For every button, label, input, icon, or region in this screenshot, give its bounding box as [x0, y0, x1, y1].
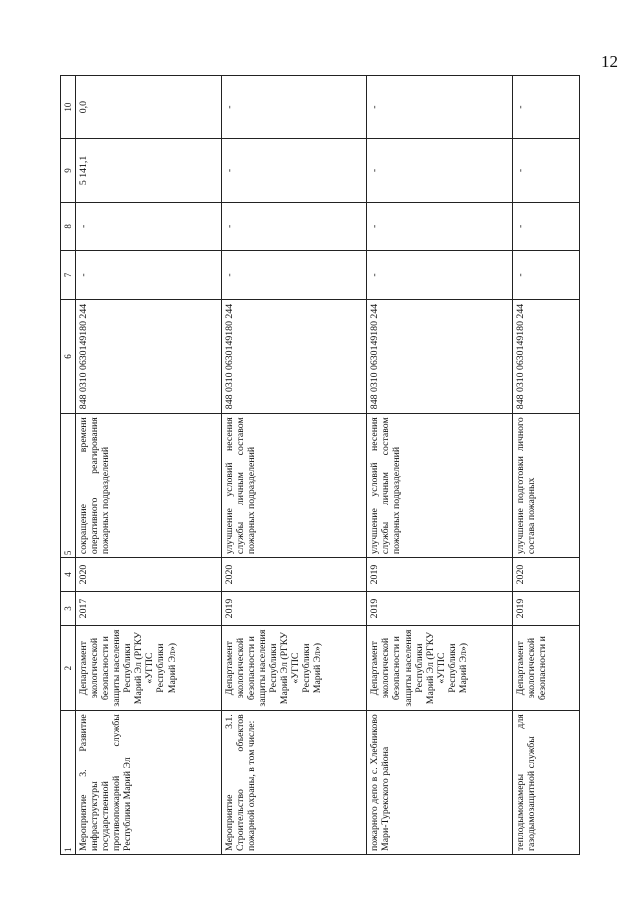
column-header: 10 — [61, 76, 76, 139]
table-row — [513, 76, 580, 855]
start-year: 2019 — [221, 592, 367, 626]
table-row — [367, 76, 513, 855]
column-header: 8 — [61, 202, 76, 251]
column-header: 1 — [61, 711, 76, 855]
value-cell: - — [221, 251, 367, 300]
column-header: 4 — [61, 558, 76, 592]
start-year: 2019 — [367, 592, 513, 626]
responsible-executor: Департамент экологической безопасности и защиты населения Республики Марий Эл (РГКУ «УГПС Республики Марий Эл») — [221, 626, 367, 711]
responsible-executor: Департамент экологической безопасности и защиты населения Республики Марий Эл (РГКУ «УГПС Республики Марий Эл») — [76, 626, 222, 711]
expected-result: улучшение подготовки личного состава пожарных — [513, 414, 580, 558]
start-year: 2019 — [513, 592, 580, 626]
value-cell: - — [367, 76, 513, 139]
activity-name: теплодымокамеры для газодымозащитной службы — [513, 711, 580, 855]
value-cell: - — [367, 139, 513, 202]
budget-code: 848 0310 0630149180 244 — [367, 299, 513, 414]
value-cell: - — [221, 76, 367, 139]
end-year: 2020 — [221, 558, 367, 592]
value-cell: - — [367, 251, 513, 300]
header-row — [61, 76, 76, 855]
value-cell: - — [76, 251, 222, 300]
page-number: 12 — [601, 52, 618, 71]
end-year: 2019 — [367, 558, 513, 592]
column-header: 7 — [61, 251, 76, 300]
value-cell: - — [513, 251, 580, 300]
column-header: 9 — [61, 139, 76, 202]
expected-result: улучшение условий несения службы личным составом пожарных подразделений — [367, 414, 513, 558]
rotated-table-container — [60, 75, 580, 855]
budget-code: 848 0310 0630149180 244 — [221, 299, 367, 414]
end-year: 2020 — [513, 558, 580, 592]
responsible-executor: Департамент экологической безопасности и — [513, 626, 580, 711]
expected-result: улучшение условий несения службы личным составом пожарных подразделений — [221, 414, 367, 558]
value-cell: - — [367, 202, 513, 251]
budget-code: 848 0310 0630149180 244 — [76, 299, 222, 414]
responsible-executor: Департамент экологической безопасности и защиты населения Республики Марий Эл (РГКУ «УГПС Республики Марий Эл») — [367, 626, 513, 711]
value-cell: 0,0 — [76, 76, 222, 139]
expected-result: сокращение времени оперативного реагирования пожарных подразделений — [76, 414, 222, 558]
value-cell: - — [513, 139, 580, 202]
column-header: 3 — [61, 592, 76, 626]
table-row — [221, 76, 367, 855]
activity-name: Мероприятие 3.1. Строительство объектов пожарной охраны, в том числе: — [221, 711, 367, 855]
column-header: 2 — [61, 626, 76, 711]
value-cell: - — [221, 202, 367, 251]
value-cell: - — [76, 202, 222, 251]
start-year: 2017 — [76, 592, 222, 626]
value-cell: - — [221, 139, 367, 202]
activity-name: пожарного депо в с. Хлебниково Мари-Турекского района — [367, 711, 513, 855]
budget-code: 848 0310 0630149180 244 — [513, 299, 580, 414]
table-row — [76, 76, 222, 855]
value-cell: - — [513, 202, 580, 251]
end-year: 2020 — [76, 558, 222, 592]
program-table — [60, 75, 580, 855]
column-header: 5 — [61, 414, 76, 558]
value-cell: - — [513, 76, 580, 139]
activity-name: Мероприятие 3. Развитие инфраструктуры государственной противопожарной службы Республики Марий Эл — [76, 711, 222, 855]
value-cell: 5 141,1 — [76, 139, 222, 202]
column-header: 6 — [61, 299, 76, 414]
